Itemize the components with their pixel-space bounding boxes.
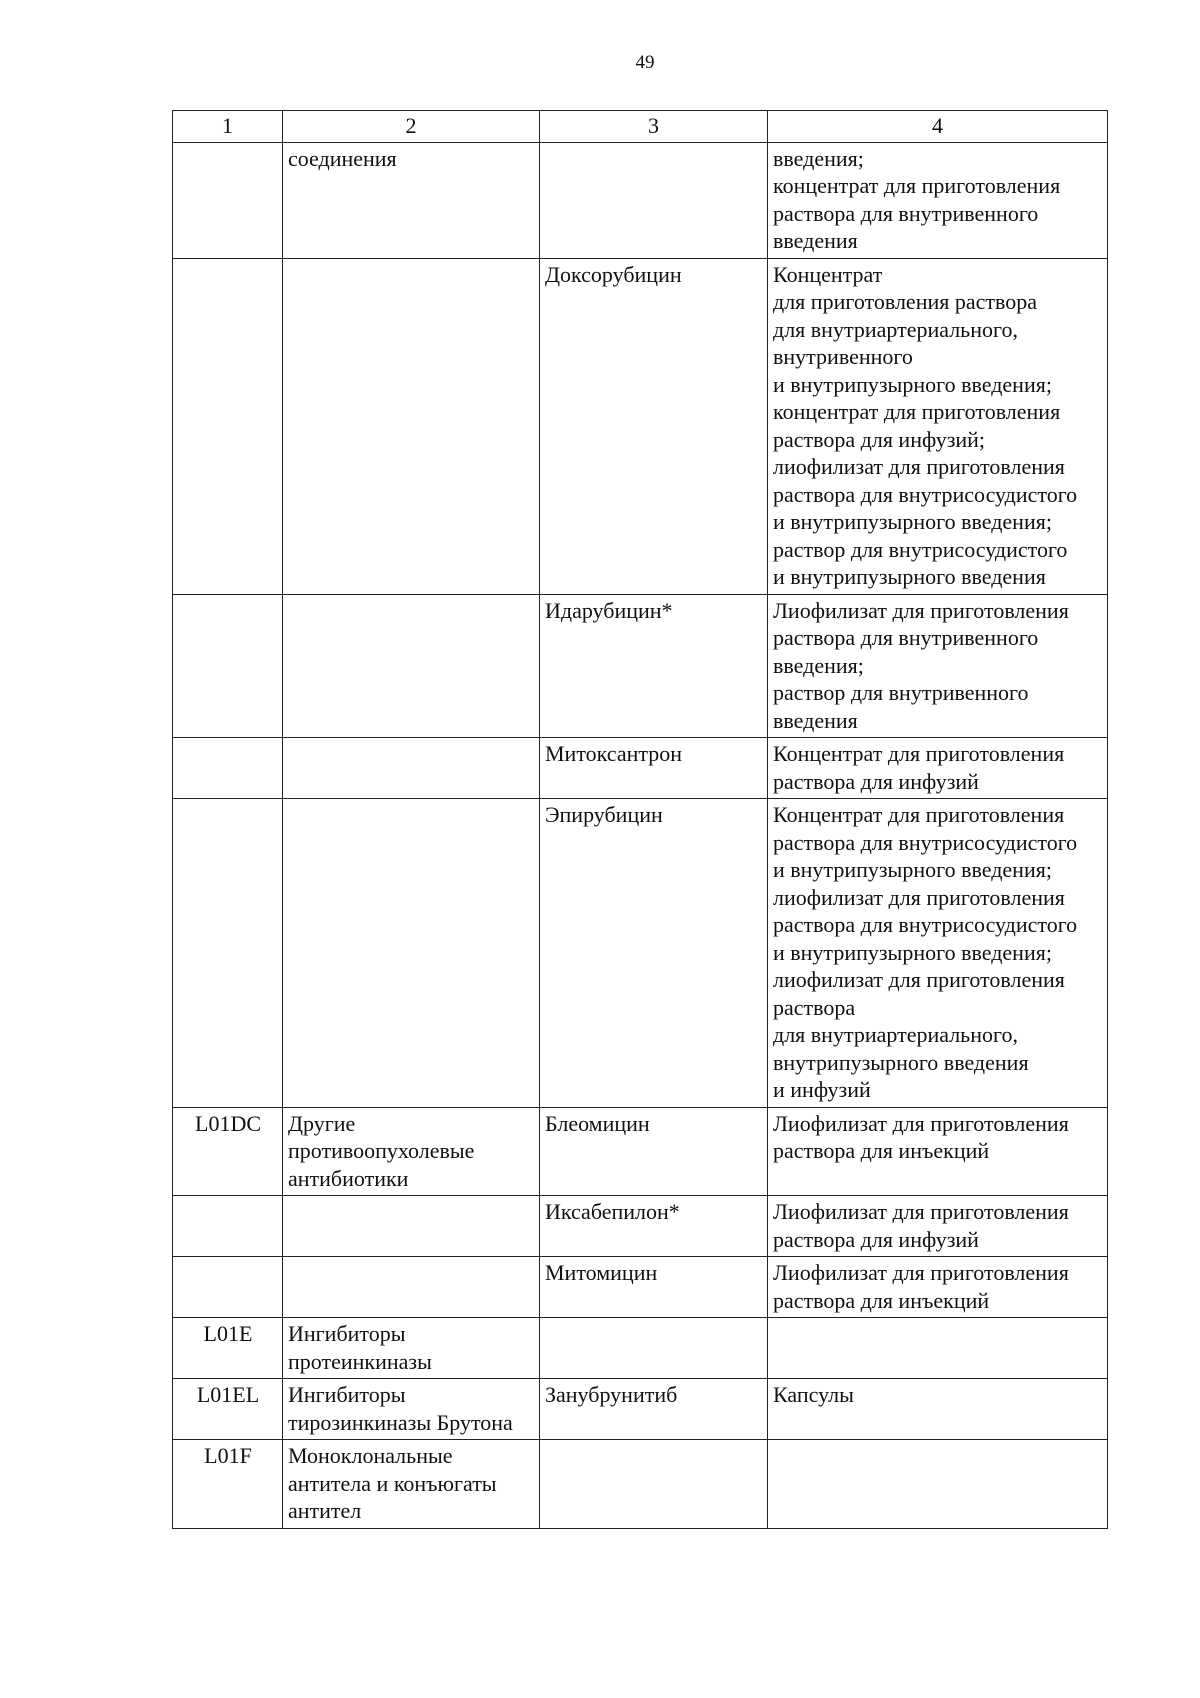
table-row — [173, 1196, 1108, 1257]
group-name-cell: Моноклональные антитела и конъюгаты антител — [283, 1440, 540, 1529]
column-header-4: 4 — [768, 111, 1108, 143]
dosage-form-cell: введения; концентрат для приготовления раствора для внутривенного введения — [768, 142, 1108, 258]
page-number: 49 — [635, 52, 655, 73]
atc-code-cell: L01E — [173, 1318, 283, 1379]
dosage-form-cell: Концентрат для приготовления раствора для внутриартериального, внутривенного и внутрипузырного введения; концентрат для приготовления раствора для инфузий; лиофилизат для приготовления раствора для внутрисосудистого и внутрипузырного введения; раствор для внутрисосудистого и внутрипузырного введения — [768, 258, 1108, 594]
atc-code-cell — [173, 258, 283, 594]
group-name-cell: Ингибиторы протеинкиназы — [283, 1318, 540, 1379]
group-name-cell: Ингибиторы тирозинкиназы Брутона — [283, 1379, 540, 1440]
dosage-form-cell — [768, 1318, 1108, 1379]
group-name-cell: Другие противоопухолевые антибиотики — [283, 1107, 540, 1196]
atc-code-cell — [173, 1196, 283, 1257]
group-name-cell — [283, 799, 540, 1108]
drug-name-cell: Занубрунитиб — [540, 1379, 768, 1440]
group-name-cell — [283, 594, 540, 738]
column-header-2: 2 — [283, 111, 540, 143]
group-name-cell — [283, 1196, 540, 1257]
drug-table — [172, 110, 1108, 1529]
drug-name-cell — [540, 142, 768, 258]
drug-name-cell: Эпирубицин — [540, 799, 768, 1108]
atc-code-cell — [173, 799, 283, 1108]
dosage-form-cell: Лиофилизат для приготовления раствора для внутривенного введения; раствор для внутривенного введения — [768, 594, 1108, 738]
table-row — [173, 142, 1108, 258]
table-row — [173, 1107, 1108, 1196]
table-row — [173, 258, 1108, 594]
drug-name-cell: Идарубицин* — [540, 594, 768, 738]
drug-name-cell: Митоксантрон — [540, 738, 768, 799]
drug-name-cell: Блеомицин — [540, 1107, 768, 1196]
drug-name-cell — [540, 1440, 768, 1529]
group-name-cell: соединения — [283, 142, 540, 258]
atc-code-cell — [173, 1257, 283, 1318]
group-name-cell — [283, 258, 540, 594]
table-row — [173, 1257, 1108, 1318]
atc-code-cell — [173, 594, 283, 738]
dosage-form-cell — [768, 1440, 1108, 1529]
table-row — [173, 1318, 1108, 1379]
table-row — [173, 1379, 1108, 1440]
drug-name-cell: Доксорубицин — [540, 258, 768, 594]
table-row — [173, 799, 1108, 1108]
atc-code-cell — [173, 142, 283, 258]
atc-code-cell: L01DC — [173, 1107, 283, 1196]
dosage-form-cell: Концентрат для приготовления раствора для инфузий — [768, 738, 1108, 799]
table-row — [173, 1440, 1108, 1529]
atc-code-cell: L01F — [173, 1440, 283, 1529]
drug-name-cell: Иксабепилон* — [540, 1196, 768, 1257]
dosage-form-cell: Концентрат для приготовления раствора для внутрисосудистого и внутрипузырного введения; лиофилизат для приготовления раствора для внутрисосудистого и внутрипузырного введения; лиофилизат для приготовления раствора для внутриартериального, внутрипузырного введения и инфузий — [768, 799, 1108, 1108]
table-row — [173, 738, 1108, 799]
table-row — [173, 594, 1108, 738]
dosage-form-cell: Лиофилизат для приготовления раствора для инъекций — [768, 1107, 1108, 1196]
drug-name-cell: Митомицин — [540, 1257, 768, 1318]
group-name-cell — [283, 1257, 540, 1318]
dosage-form-cell: Лиофилизат для приготовления раствора для инфузий — [768, 1196, 1108, 1257]
dosage-form-cell: Лиофилизат для приготовления раствора для инъекций — [768, 1257, 1108, 1318]
drug-name-cell — [540, 1318, 768, 1379]
atc-code-cell — [173, 738, 283, 799]
dosage-form-cell: Капсулы — [768, 1379, 1108, 1440]
atc-code-cell: L01EL — [173, 1379, 283, 1440]
column-header-1: 1 — [173, 111, 283, 143]
group-name-cell — [283, 738, 540, 799]
column-header-3: 3 — [540, 111, 768, 143]
table-header-row — [173, 111, 1108, 143]
